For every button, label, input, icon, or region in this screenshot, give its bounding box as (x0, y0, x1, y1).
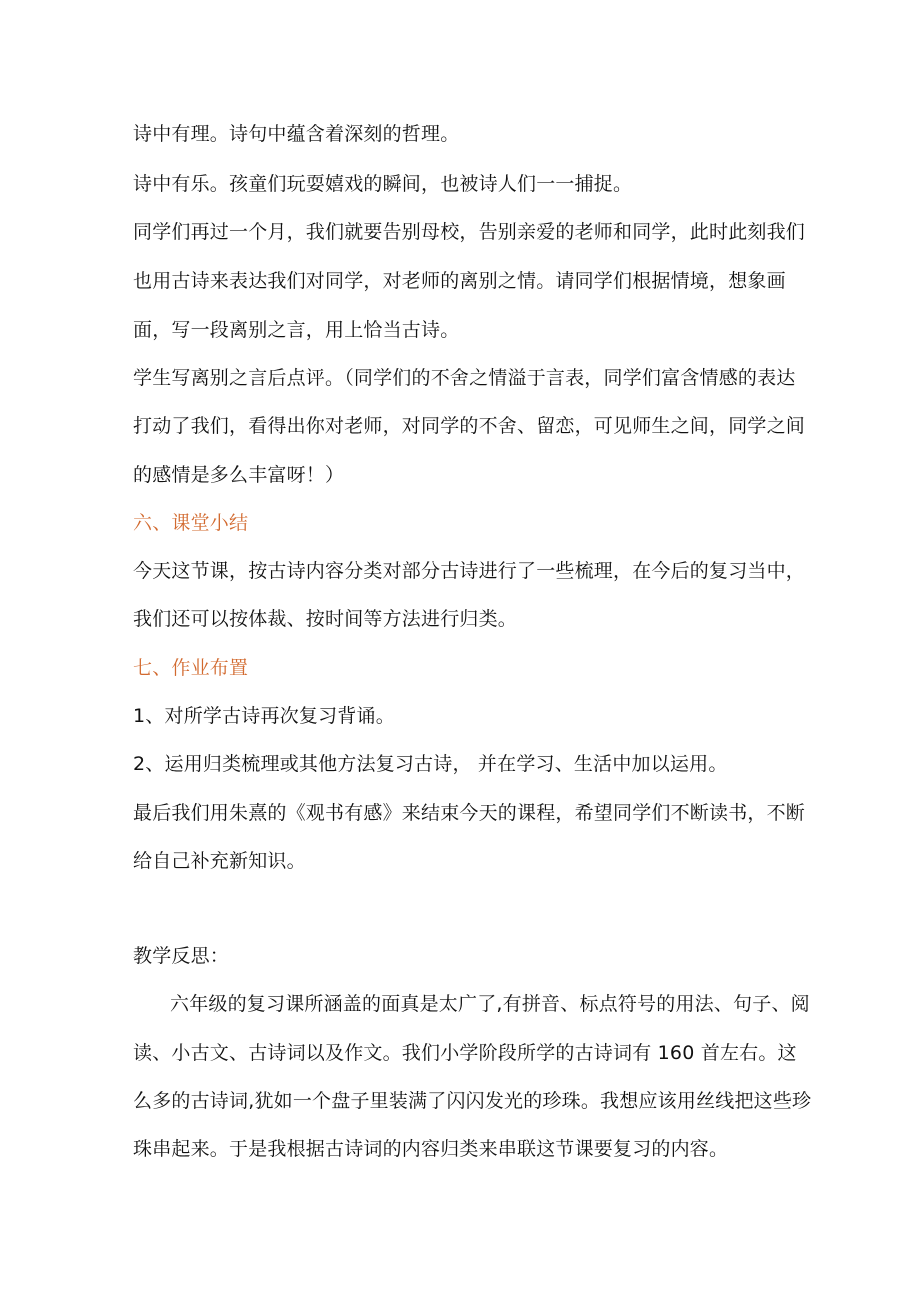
paragraph-farewell-line: 同学们再过一个月，我们就要告别母校，告别亲爱的老师和同学，此时此刻我们 (133, 221, 806, 243)
closing-line: 给自己补充新知识。 (133, 850, 306, 872)
reflection-line: 读、小古文、古诗词以及作文。我们小学阶段所学的古诗词有 160 首左右。这 (133, 1042, 797, 1064)
paragraph-farewell-line: 面，写一段离别之言，用上恰当古诗。 (133, 319, 460, 341)
closing-line: 最后我们用朱熹的《观书有感》来结束今天的课程，希望同学们不断读书，不断 (133, 802, 806, 824)
paragraph-poem-joy: 诗中有乐。孩童们玩耍嬉戏的瞬间，也被诗人们一一捕捉。 (133, 173, 633, 195)
paragraph-comment-line: 打动了我们，看得出你对老师，对同学的不舍、留恋，可见师生之间，同学之间 (133, 415, 806, 437)
paragraph-comment-line: 学生写离别之言后点评。（同学们的不舍之情溢于言表，同学们富含情感的表达 (133, 367, 796, 389)
reflection-title: 教学反思： (133, 945, 230, 967)
homework-item: 1、对所学古诗再次复习背诵。 (133, 705, 395, 727)
homework-item: 2、运用归类梳理或其他方法复习古诗， 并在学习、生活中加以运用。 (133, 753, 728, 775)
reflection-line: 珠串起来。于是我根据古诗词的内容归类来串联这节课要复习的内容。 (133, 1138, 729, 1160)
paragraph-poem-reason: 诗中有理。诗句中蕴含着深刻的哲理。 (133, 123, 460, 145)
summary-line: 我们还可以按体裁、按时间等方法进行归类。 (133, 608, 518, 630)
reflection-line: 六年级的复习课所涵盖的面真是太广了,有拼音、标点符号的用法、句子、阅 (170, 993, 810, 1015)
paragraph-farewell-line: 也用古诗来表达我们对同学，对老师的离别之情。请同学们根据情境，想象画 (133, 270, 786, 292)
section-heading-summary: 六、课堂小结 (133, 512, 249, 534)
reflection-line: 么多的古诗词,犹如一个盘子里装满了闪闪发光的珍珠。我想应该用丝线把这些珍 (133, 1090, 812, 1112)
section-heading-homework: 七、作业布置 (133, 657, 249, 679)
summary-line: 今天这节课，按古诗内容分类对部分古诗进行了一些梳理，在今后的复习当中， (133, 560, 806, 582)
paragraph-comment-line: 的感情是多么丰富呀！） (133, 464, 345, 486)
